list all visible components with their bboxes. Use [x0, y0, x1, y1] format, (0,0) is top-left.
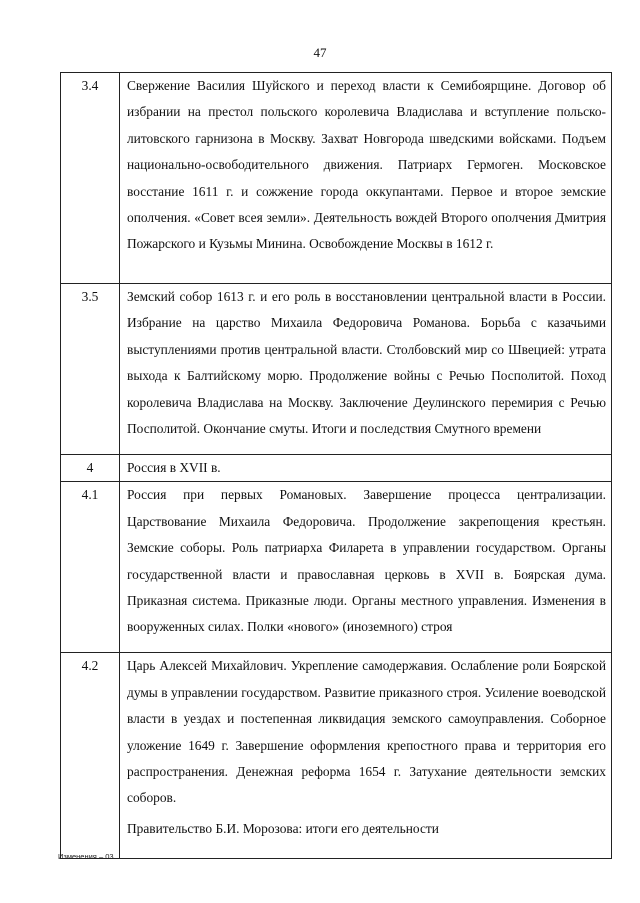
section-text	[120, 482, 612, 653]
section-paragraph: Свержение Василия Шуйского и переход власти к Семибоярщине. Договор об избрании на престол польского королевича Владислава и вступление польско-литовского гарнизона в Москву. Захват Новгорода шведскими войсками. Подъем национально-освободительного движения. Патриарх Гермоген. Московское восстание 1611 г. и сожжение города оккупантами. Первое и второе земские ополчения. «Совет всея земли». Деятельность вождей Второго ополчения Дмитрия Пожарского и Кузьмы Минина. Освобождение Москвы в 1612 г.	[127, 78, 606, 252]
section-number: 4.2	[61, 653, 120, 859]
section-text	[120, 284, 612, 455]
section-number: 3.5	[61, 284, 120, 455]
table-row	[61, 455, 612, 482]
table-row	[61, 73, 612, 284]
section-text	[120, 455, 612, 482]
section-number: 3.4	[61, 73, 120, 284]
section-paragraph: Россия при первых Романовых. Завершение процесса централизации. Царствование Михаила Федоровича. Продолжение закрепощения крестьян. Земские соборы. Роль патриарха Филарета в управлении государством. Органы государственной власти и православная церковь в XVII в. Боярская дума. Приказная система. Приказные люди. Органы местного управления. Изменения в вооруженных силах. Полки «нового» (иноземного) строя	[127, 487, 606, 635]
table-row	[61, 482, 612, 653]
footer-revision: Изменения – 03	[58, 852, 114, 861]
table-row	[61, 653, 612, 859]
table-row	[61, 284, 612, 455]
section-paragraph: Земский собор 1613 г. и его роль в восстановлении центральной власти в России. Избрание на царство Михаила Федоровича Романова. Борьба с казачьими выступлениями против центральной власти. Столбовский мир со Швецией: утрата выхода к Балтийскому морю. Продолжение войны с Речью Посполитой. Поход королевича Владислава на Москву. Заключение Деулинского перемирия с Речью Посполитой. Окончание смуты. Итоги и последствия Смутного времени	[127, 289, 606, 437]
section-paragraph: Правительство Б.И. Морозова: итоги его деятельности	[127, 820, 439, 836]
curriculum-table	[60, 72, 612, 859]
section-number: 4	[61, 455, 120, 482]
page-number: 47	[313, 45, 327, 60]
section-text	[120, 653, 612, 859]
section-paragraph: Россия в XVII в.	[127, 460, 221, 475]
section-paragraph: Царь Алексей Михайлович. Укрепление самодержавия. Ослабление роли Боярской думы в управлении государством. Развитие приказного строя. Усиление воеводской власти в уездах и постепенная ликвидация земского самоуправления. Соборное уложение 1649 г. Завершение оформления крепостного права и территория его распространения. Денежная реформа 1654 г. Затухание деятельности земских соборов.	[127, 658, 606, 806]
section-text	[120, 73, 612, 284]
section-number: 4.1	[61, 482, 120, 653]
